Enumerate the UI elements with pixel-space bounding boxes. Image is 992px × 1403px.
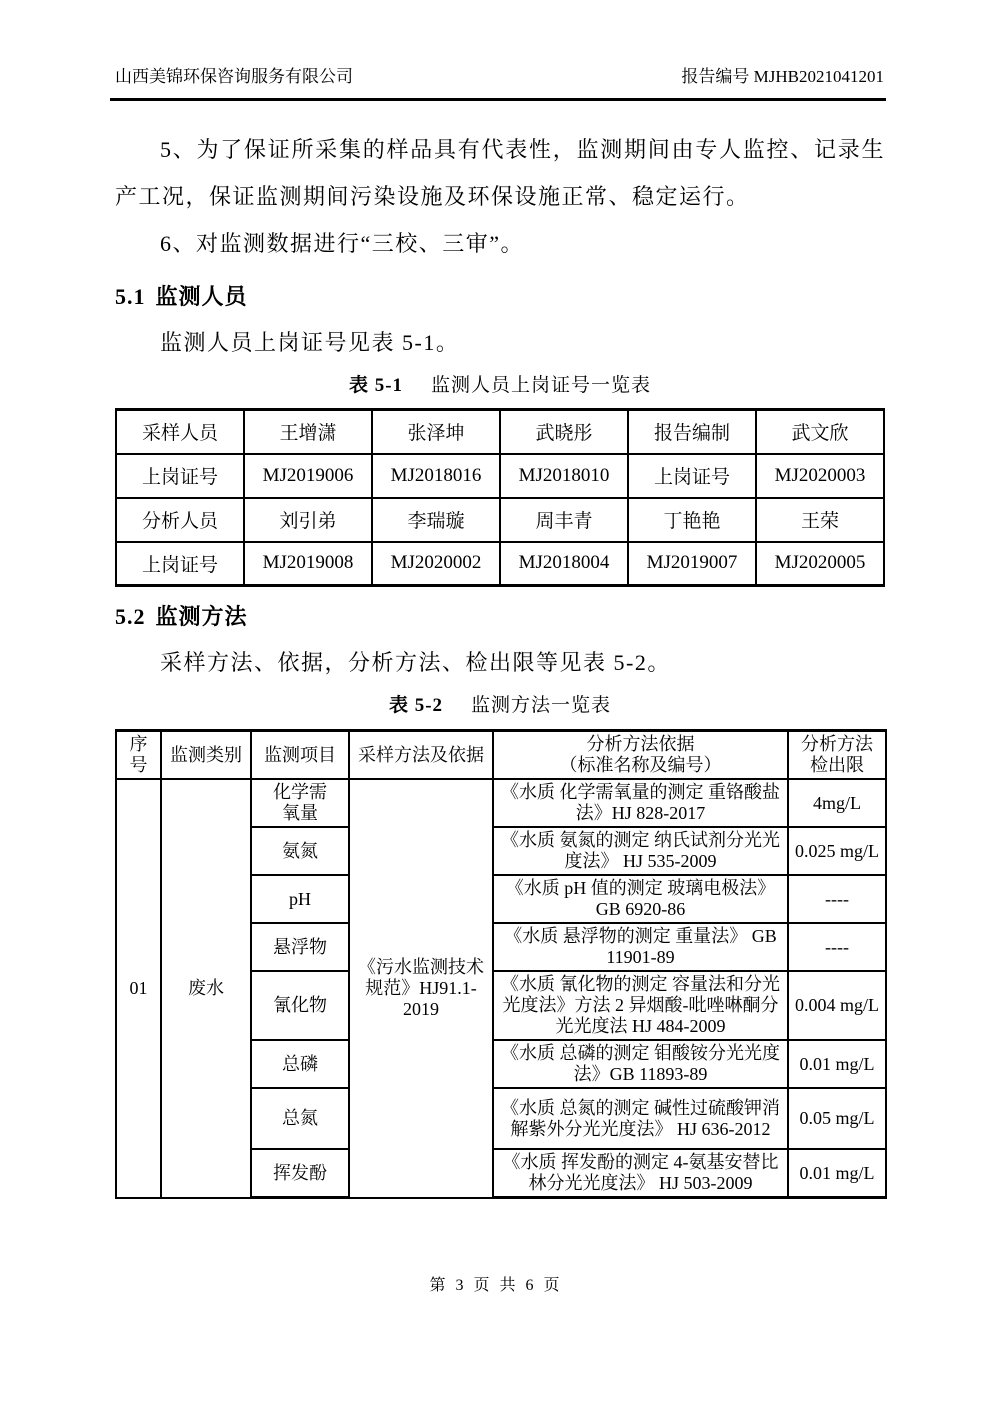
item-cell: 化学需氧量 <box>251 779 349 827</box>
column-header-line: 检出限 <box>810 755 864 775</box>
table-cell: 刘引弟 <box>244 498 372 542</box>
section-5-1-number: 5.1 <box>115 284 146 309</box>
item-cell: 挥发酚 <box>251 1149 349 1198</box>
paragraph-6: 6、对监测数据进行“三校、三审”。 <box>160 231 525 256</box>
table-cell: 上岗证号 <box>628 454 756 498</box>
table-cell: 分析人员 <box>116 498 244 542</box>
table-row <box>116 410 884 454</box>
method-cell: 《水质 总磷的测定 钼酸铵分光光度法》GB 11893-89 <box>493 1040 788 1088</box>
limit-cell: 4mg/L <box>788 779 886 827</box>
column-header: 监测项目 <box>251 731 349 780</box>
table-5-2-caption-title: 监测方法一览表 <box>471 695 612 716</box>
limit-cell: 0.004 mg/L <box>788 971 886 1040</box>
section-5-2-heading <box>115 595 885 639</box>
company-name: 山西美锦环保咨询服务有限公司 <box>115 67 353 86</box>
column-header <box>493 731 788 780</box>
section-5-1-title: 监测人员 <box>155 284 248 309</box>
table-cell: 李瑞璇 <box>372 498 500 542</box>
table-cell: MJ2019006 <box>244 454 372 498</box>
table-cell: MJ2019007 <box>628 542 756 586</box>
table-row <box>116 779 886 827</box>
column-header: 采样方法及依据 <box>349 731 493 780</box>
table-cell: MJ2020003 <box>756 454 884 498</box>
table-row <box>116 498 884 542</box>
method-cell: 《水质 pH 值的测定 玻璃电极法》 GB 6920-86 <box>493 875 788 923</box>
serial-cell: 01 <box>116 779 161 1198</box>
table-cell: 武晓彤 <box>500 410 628 454</box>
table-5-1-caption-label: 表 5-1 <box>348 375 404 396</box>
table-5-2-caption <box>115 691 885 721</box>
limit-cell: 0.025 mg/L <box>788 827 886 875</box>
table-cell: 采样人员 <box>116 410 244 454</box>
section-5-2-intro: 采样方法、依据，分析方法、检出限等见表 5-2。 <box>160 650 671 675</box>
table-cell: 丁艳艳 <box>628 498 756 542</box>
method-cell: 《水质 挥发酚的测定 4-氨基安替比林分光光度法》 HJ 503-2009 <box>493 1149 788 1198</box>
table-cell: 王荣 <box>756 498 884 542</box>
section-5-2-number: 5.2 <box>115 604 146 629</box>
category-cell: 废水 <box>161 779 251 1198</box>
column-header <box>788 731 886 780</box>
table-cell: MJ2019008 <box>244 542 372 586</box>
table-row <box>116 454 884 498</box>
method-cell: 《水质 总氮的测定 碱性过硫酸钾消解紫外分光光度法》 HJ 636-2012 <box>493 1088 788 1149</box>
item-cell: pH <box>251 875 349 923</box>
header-divider <box>110 98 886 101</box>
limit-cell: ---- <box>788 875 886 923</box>
item-cell: 氨氮 <box>251 827 349 875</box>
method-cell: 《水质 化学需氧量的测定 重铬酸盐法》HJ 828-2017 <box>493 779 788 827</box>
table-cell: MJ2020005 <box>756 542 884 586</box>
section-5-1-intro: 监测人员上岗证号见表 5-1。 <box>160 330 460 355</box>
page-content <box>115 126 885 1199</box>
table-row <box>116 542 884 586</box>
method-cell: 《水质 氨氮的测定 纳氏试剂分光光度法》 HJ 535-2009 <box>493 827 788 875</box>
table-5-1-caption-title: 监测人员上岗证号一览表 <box>431 375 652 396</box>
table-cell: 武文欣 <box>756 410 884 454</box>
table-cell: 张泽坤 <box>372 410 500 454</box>
page-number: 第 3 页 共 6 页 <box>429 1277 563 1294</box>
limit-cell: 0.01 mg/L <box>788 1149 886 1198</box>
column-header-line: 分析方法依据 <box>586 734 695 754</box>
section-5-1-heading <box>115 275 885 319</box>
table-5-2-caption-label: 表 5-2 <box>388 695 444 716</box>
method-cell: 《水质 氰化物的测定 容量法和分光光度法》方法 2 异烟酸-吡唑啉酮分光光度法 HJ 484-2009 <box>493 971 788 1040</box>
limit-cell: 0.01 mg/L <box>788 1040 886 1088</box>
table-cell: MJ2018004 <box>500 542 628 586</box>
page-header <box>115 62 884 87</box>
table-cell: 王增潇 <box>244 410 372 454</box>
table-cell: 周丰青 <box>500 498 628 542</box>
section-5-2-title: 监测方法 <box>155 604 248 629</box>
item-cell: 氰化物 <box>251 971 349 1040</box>
table-cell: 上岗证号 <box>116 454 244 498</box>
item-cell: 悬浮物 <box>251 923 349 971</box>
table-cell: 上岗证号 <box>116 542 244 586</box>
table-cell: 报告编制 <box>628 410 756 454</box>
table-cell: MJ2018010 <box>500 454 628 498</box>
method-cell: 《水质 悬浮物的测定 重量法》 GB 11901-89 <box>493 923 788 971</box>
report-number: 报告编号 MJHB2021041201 <box>681 67 884 86</box>
methods-table <box>115 729 887 1199</box>
table-cell: MJ2020002 <box>372 542 500 586</box>
sampling-method-cell: 《污水监测技术规范》HJ91.1-2019 <box>349 779 493 1198</box>
personnel-table <box>115 408 885 587</box>
table-cell: MJ2018016 <box>372 454 500 498</box>
table-5-1-caption <box>115 371 885 401</box>
item-cell: 总氮 <box>251 1088 349 1149</box>
table-header-row <box>116 731 886 780</box>
column-header-line: 分析方法 <box>801 734 873 754</box>
limit-cell: ---- <box>788 923 886 971</box>
column-header: 序号 <box>116 731 161 780</box>
paragraph-5: 5、为了保证所采集的样品具有代表性，监测期间由专人监控、记录生产工况，保证监测期间污染设施及环保设施正常、稳定运行。 <box>115 137 885 209</box>
item-cell: 总磷 <box>251 1040 349 1088</box>
column-header: 监测类别 <box>161 731 251 780</box>
limit-cell: 0.05 mg/L <box>788 1088 886 1149</box>
column-header-line: （标准名称及编号） <box>559 755 722 775</box>
